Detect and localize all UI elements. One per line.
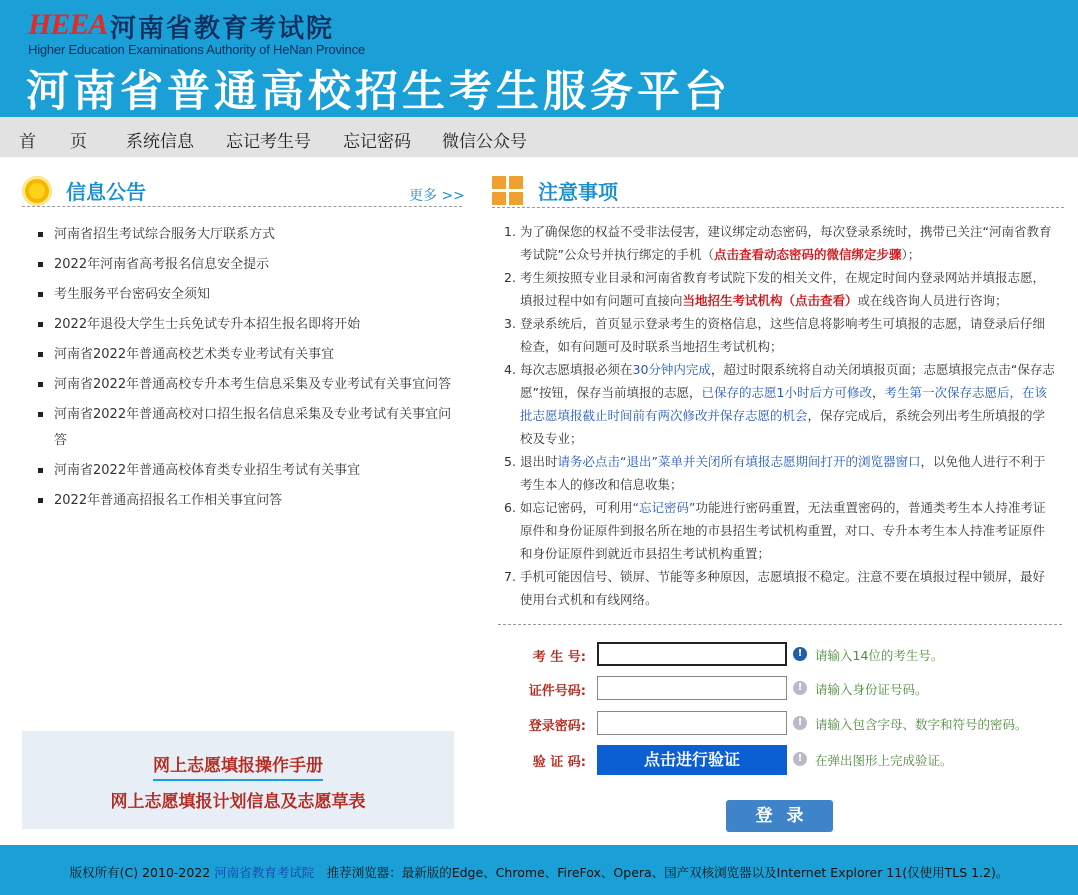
- header-banner: [0, 0, 1078, 117]
- list-item[interactable]: 2022年普通高招报名工作相关事宜问答: [38, 488, 458, 514]
- announcement-list: [38, 222, 458, 518]
- footer-authority-link[interactable]: 河南省教育考试院: [214, 865, 315, 880]
- manual-link[interactable]: 网上志愿填报操作手册: [153, 756, 323, 781]
- nav-item-forgot-exam-no[interactable]: 忘记考生号: [226, 132, 311, 152]
- wechat-binding-link[interactable]: 点击查看动态密码的微信绑定步骤: [713, 247, 902, 262]
- announcements-header: [22, 174, 462, 214]
- plan-info-link[interactable]: 网上志愿填报计划信息及志愿草表: [110, 792, 366, 812]
- note-item: 2. 考生须按照专业目录和河南省教育考试院下发的相关文件，在规定时间内登录网站并填报志愿，填报过程中如有问题可直接向当地招生考试机构（点击查看）或在线咨询人员进行咨询；: [504, 270, 1046, 308]
- info-icon: !: [793, 752, 807, 766]
- grid-icon: [492, 176, 524, 206]
- list-item[interactable]: 河南省2022年普通高校艺术类专业考试有关事宜: [38, 342, 458, 368]
- notes-divider: [492, 207, 1064, 208]
- notes-list: [504, 220, 1056, 611]
- id-label: 证件号码:: [528, 684, 586, 699]
- id-number-input[interactable]: [597, 676, 787, 700]
- info-icon: !: [793, 716, 807, 730]
- note-item: 4. 每次志愿填报必须在30分钟内完成，超过时限系统将自动关闭填报页面；志愿填报完点击“保存志愿”按钮，保存当前填报的志愿，已保存的志愿1小时后方可修改，考生第一次保存志愿后，在该批志愿填报截止时间前有两次修改并保存志愿的机会，保存完成后，系统会列出考生所填报的学校及专业；: [504, 362, 1055, 446]
- exam-no-row: [520, 642, 1060, 668]
- nav-item-wechat[interactable]: 微信公众号: [442, 132, 527, 152]
- password-input[interactable]: [597, 711, 787, 735]
- note-item: 5. 退出时请务必点击“退出”菜单并关闭所有填报志愿期间打开的浏览器窗口，以免他人进行不利于考生本人的修改和信息收集；: [504, 454, 1046, 492]
- note-item: 3. 登录系统后，首页显示登录考生的资格信息，这些信息将影响考生可填报的志愿，请登录后仔细检查，如有问题可及时联系当地招生考试机构；: [504, 316, 1046, 354]
- org-name-en: Higher Education Examinations Authority of HeNan Province: [28, 42, 365, 57]
- exam-no-label: 考 生 号:: [532, 650, 586, 665]
- list-item[interactable]: 河南省2022年普通高校对口招生报名信息采集及专业考试有关事宜问答: [38, 402, 458, 454]
- announcements-title: 信息公告: [66, 180, 146, 204]
- main-nav: [0, 117, 1078, 157]
- org-name-cn: 河南省教育考试院: [110, 14, 335, 44]
- note-item: 7. 手机可能因信号、锁屏、节能等多种原因，志愿填报不稳定。注意不要在填报过程中锁屏，最好使用台式机和有线网络。: [504, 569, 1046, 607]
- nav-item-system-info[interactable]: 系统信息: [126, 132, 194, 152]
- nav-item-forgot-password[interactable]: 忘记密码: [343, 132, 411, 152]
- list-item[interactable]: 河南省2022年普通高校专升本考生信息采集及专业考试有关事宜问答: [38, 372, 458, 398]
- manual-box: [22, 731, 454, 829]
- captcha-hint: 在弹出图形上完成验证。: [815, 753, 953, 768]
- note-item: 1. 为了确保您的权益不受非法侵害，建议绑定动态密码，每次登录系统时，携带已关注“河南省教育考试院”公众号并执行绑定的手机（点击查看动态密码的微信绑定步骤）；: [504, 224, 1052, 262]
- list-item[interactable]: 河南省招生考试综合服务大厅联系方式: [38, 222, 458, 248]
- info-icon: !: [793, 681, 807, 695]
- password-hint: 请输入包含字母、数字和符号的密码。: [815, 717, 1028, 732]
- heea-logo-text: HEEA: [28, 8, 108, 41]
- sun-icon: [22, 176, 52, 206]
- captcha-verify-button[interactable]: 点击进行验证: [597, 745, 787, 775]
- form-divider: [498, 624, 1062, 625]
- list-item[interactable]: 河南省2022年普通高校体育类专业招生考试有关事宜: [38, 458, 458, 484]
- copyright-text: 版权所有(C) 2010-2022 河南省教育考试院 推荐浏览器：最新版的Edge、Chrome、FireFox、Opera、国产双核浏览器以及Internet Explorer 11(仅使用TLS 1.2)。: [69, 865, 1009, 880]
- notes-title: 注意事项: [538, 180, 618, 204]
- exam-no-hint: 请输入14位的考生号。: [815, 648, 944, 663]
- login-button[interactable]: 登录: [726, 800, 833, 832]
- nav-item-home[interactable]: 首 页: [19, 132, 87, 152]
- announcements-divider: [22, 206, 462, 207]
- list-item[interactable]: 2022年退役大学生士兵免试专升本招生报名即将开始: [38, 312, 458, 338]
- captcha-row: [520, 747, 1060, 773]
- footer: [0, 845, 1078, 895]
- platform-title: 河南省普通高校招生考生服务平台: [26, 67, 731, 117]
- list-item[interactable]: 2022年河南省高考报名信息安全提示: [38, 252, 458, 278]
- password-row: [520, 711, 1060, 737]
- local-exam-office-link[interactable]: 当地招生考试机构（点击查看）: [682, 293, 858, 308]
- password-label: 登录密码:: [528, 719, 586, 734]
- id-hint: 请输入身份证号码。: [815, 682, 928, 697]
- list-item[interactable]: 考生服务平台密码安全须知: [38, 282, 458, 308]
- id-row: [520, 676, 1060, 702]
- heea-logo: [28, 8, 108, 42]
- info-icon: !: [793, 647, 807, 661]
- note-item: 6. 如忘记密码，可利用“忘记密码”功能进行密码重置，无法重置密码的，普通类考生本人持准考证原件和身份证原件到报名所在地的市县招生考试机构重置，对口、专升本考生本人持准考证原件和身份证原件到就近市县招生考试机构重置；: [504, 500, 1046, 561]
- exam-no-input[interactable]: [597, 642, 787, 666]
- captcha-label: 验 证 码:: [532, 755, 586, 770]
- more-link[interactable]: 更多 >>: [409, 188, 465, 204]
